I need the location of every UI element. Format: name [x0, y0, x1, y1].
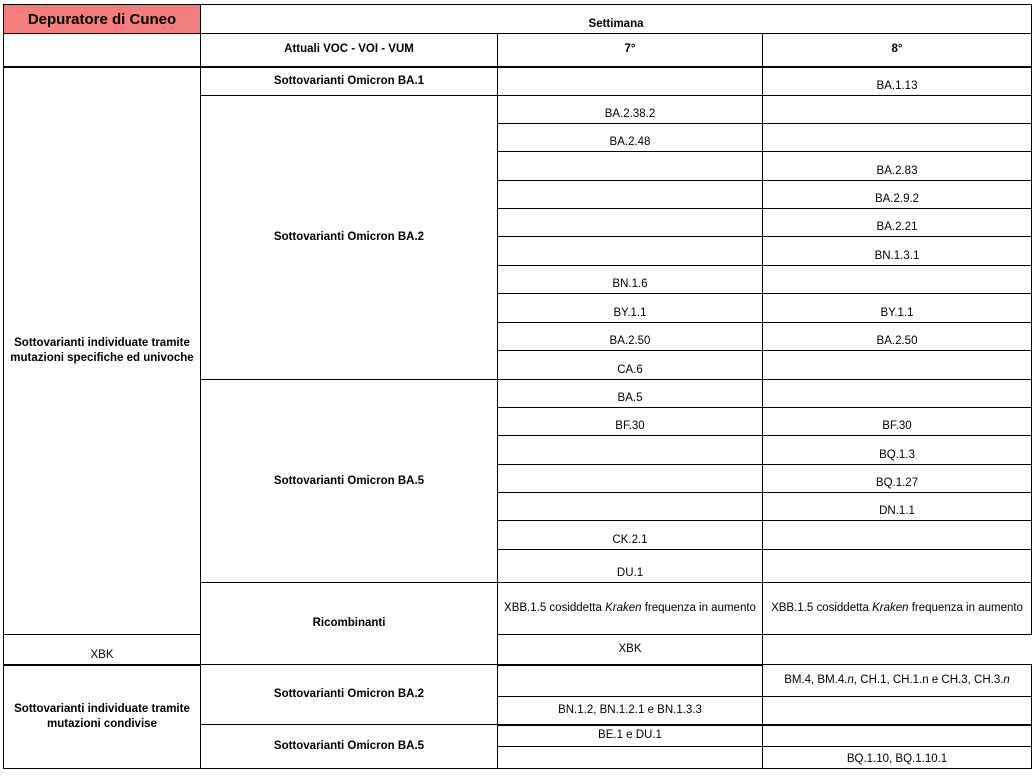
ba1-w8-cell: BA.1.13 — [763, 67, 1032, 96]
group-ba2-label: Sottovarianti Omicron BA.2 — [201, 96, 498, 380]
ba5-w7-cell: CK.2.1 — [498, 521, 763, 550]
ba1-w7-cell — [498, 67, 763, 96]
shared-ba5-w8-cell — [763, 725, 1032, 747]
ba2-w8-cell: BA.2.83 — [763, 152, 1032, 181]
section-shared-label: Sottovarianti individuate tramite mutazioni condivise — [4, 665, 201, 769]
ba2-w7-cell — [498, 237, 763, 266]
recomb-kraken-w8-cell — [763, 583, 1032, 635]
ch-n: n — [1003, 674, 1010, 686]
empty-header-cell — [4, 34, 201, 67]
section-specific-label: Sottovarianti individuate tramite mutazioni specifiche ed univoche — [4, 67, 201, 635]
kraken-name: Kraken — [605, 602, 642, 614]
group-recomb-label: Ricombinanti — [201, 583, 498, 665]
kraken-suffix: frequenza in aumento — [908, 602, 1023, 614]
ba2-w7-cell — [498, 152, 763, 181]
ba5-w8-cell — [763, 380, 1032, 408]
week-8-header: 8° — [763, 34, 1032, 67]
ba2-w7-cell — [498, 209, 763, 237]
ba2-w7-cell: BA.2.38.2 — [498, 96, 763, 124]
ba2-w7-cell: BA.2.48 — [498, 124, 763, 152]
shared-ba2-w7-cell: BN.1.2, BN.1.2.1 e BN.1.3.3 — [498, 697, 763, 725]
recomb-kraken-w7-cell — [498, 583, 763, 635]
ba2-w8-cell — [763, 266, 1032, 294]
ba5-w8-cell: DN.1.1 — [763, 493, 1032, 521]
group-ba5-label: Sottovarianti Omicron BA.5 — [201, 380, 498, 583]
variants-table — [3, 4, 1032, 769]
table-title: Depuratore di Cuneo — [4, 5, 201, 34]
ba5-w7-cell — [498, 465, 763, 493]
shared-ba2-w8-cell — [763, 665, 1032, 697]
recomb-xbk-w8-cell: XBK — [498, 635, 763, 665]
ba5-w8-cell: BF.30 — [763, 408, 1032, 436]
bm-n: n — [847, 674, 854, 686]
ba5-w8-cell — [763, 521, 1032, 550]
ba2-w8-cell: BY.1.1 — [763, 294, 1032, 323]
kraken-name: Kraken — [872, 602, 909, 614]
ba5-w7-cell: BA.5 — [498, 380, 763, 408]
shared-ba5-w8-cell: BQ.1.10, BQ.1.10.1 — [763, 747, 1032, 769]
ba2-w7-cell — [498, 181, 763, 209]
ba2-w8-cell: BA.2.9.2 — [763, 181, 1032, 209]
ba2-w7-cell: BN.1.6 — [498, 266, 763, 294]
shared-ba5-w7-cell — [498, 747, 763, 769]
shared-ba5-label: Sottovarianti Omicron BA.5 — [201, 725, 498, 769]
ba2-w8-cell — [763, 351, 1032, 380]
ba5-w8-cell — [763, 550, 1032, 583]
ba2-w7-cell: BA.2.50 — [498, 323, 763, 351]
kraken-prefix: XBB.1.5 cosiddetta — [771, 602, 873, 614]
shared-ba2-w7-cell — [498, 665, 763, 697]
recomb-xbk-w7-cell: XBK — [4, 635, 201, 665]
ba5-w7-cell: BF.30 — [498, 408, 763, 436]
ba2-w8-cell — [763, 96, 1032, 124]
shared-ba5-w7-cell: BE.1 e DU.1 — [498, 725, 763, 747]
kraken-prefix: XBB.1.5 cosiddetta — [504, 602, 606, 614]
ba2-w7-cell: BY.1.1 — [498, 294, 763, 323]
ba5-w7-cell: DU.1 — [498, 550, 763, 583]
ba5-w8-cell: BQ.1.3 — [763, 436, 1032, 465]
variants-column-header: Attuali VOC - VOI - VUM — [201, 34, 498, 67]
ba5-w7-cell — [498, 493, 763, 521]
ba5-w7-cell — [498, 436, 763, 465]
ba2-w7-cell: CA.6 — [498, 351, 763, 380]
ba2-w8-cell: BN.1.3.1 — [763, 237, 1032, 266]
shared-ba2-w8-cell — [763, 697, 1032, 725]
settimana-header: Settimana — [201, 5, 1032, 34]
week-7-header: 7° — [498, 34, 763, 67]
bm-text-b: , CH.1, CH.1.n e CH.3, CH.3. — [853, 674, 1004, 686]
bm-text-a: BM.4, BM.4. — [784, 674, 848, 686]
ba2-w8-cell: BA.2.21 — [763, 209, 1032, 237]
ba5-w8-cell: BQ.1.27 — [763, 465, 1032, 493]
ba2-w8-cell — [763, 124, 1032, 152]
shared-ba2-label: Sottovarianti Omicron BA.2 — [201, 665, 498, 725]
kraken-suffix: frequenza in aumento — [641, 602, 756, 614]
ba2-w8-cell: BA.2.50 — [763, 323, 1032, 351]
group-ba1-label: Sottovarianti Omicron BA.1 — [201, 67, 498, 96]
